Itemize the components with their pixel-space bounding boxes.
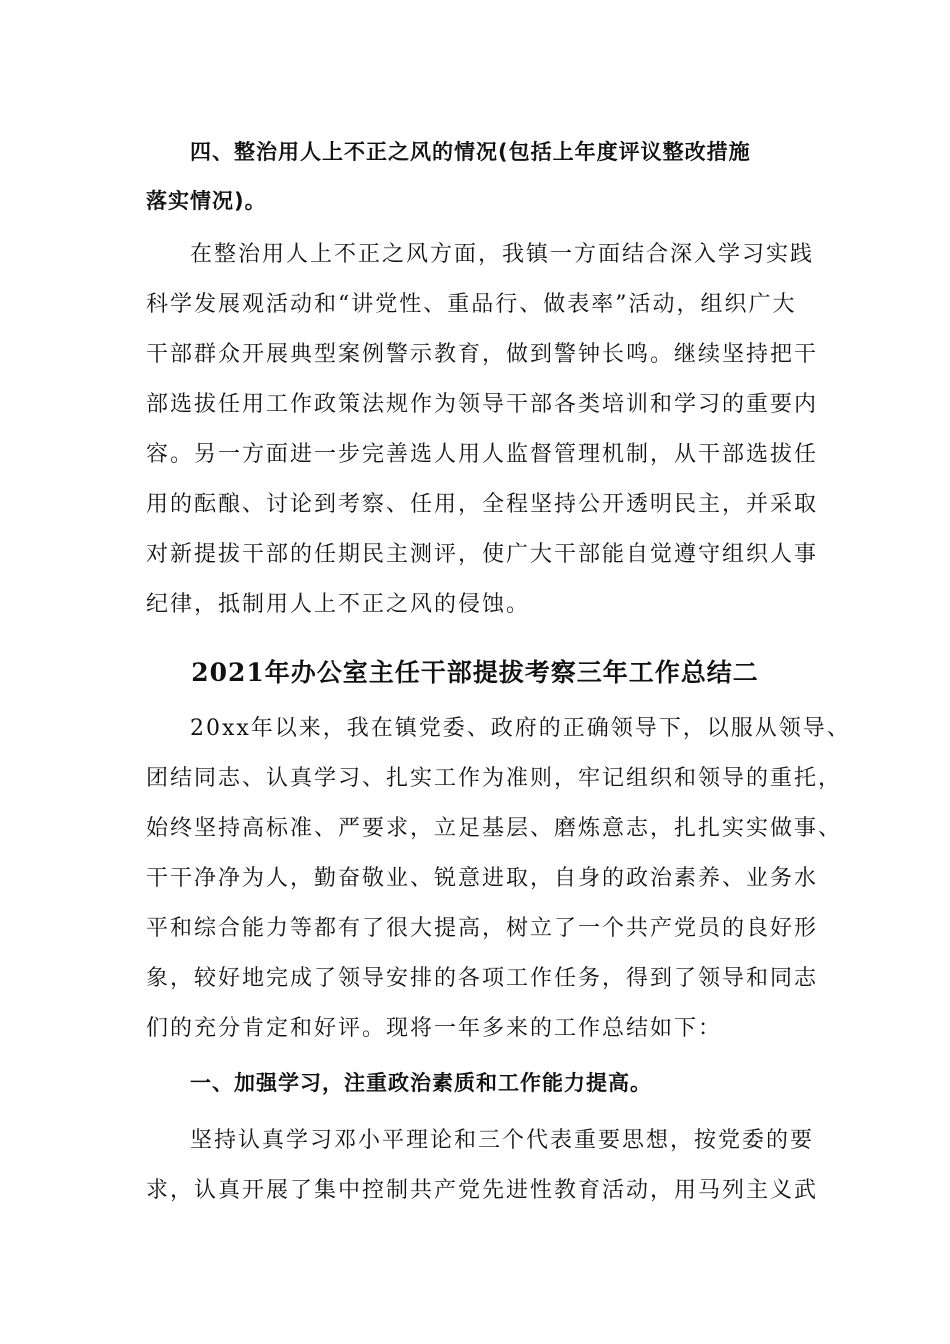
section4-body-line5: 容。另一方面进一步完善选人用人监督管理机制，从干部选拔任 [146, 442, 819, 467]
intro-line2: 团结同志、认真学习、扎实工作为准则，牢记组织和领导的重托， [146, 766, 843, 791]
section4-heading-line2: 落实情况)。 [146, 189, 267, 213]
intro-line6: 象，较好地完成了领导安排的各项工作任务，得到了领导和同志 [146, 966, 819, 991]
section4-body-line6: 用的酝酿、讨论到考察、任用，全程坚持公开透明民主，并采取 [146, 492, 819, 517]
section4-body-line2: 科学发展观活动和“讲党性、重品行、做表率”活动，组织广大 [146, 292, 797, 317]
section4-body-line1: 在整治用人上不正之风方面，我镇一方面结合深入学习实践 [190, 242, 815, 267]
section1-body-line2: 求，认真开展了集中控制共产党先进性教育活动，用马列主义武 [146, 1178, 819, 1203]
section4-body-line8: 纪律，抵制用人上不正之风的侵蚀。 [146, 592, 531, 617]
section4-body-line3: 干部群众开展典型案例警示教育，做到警钟长鸣。继续坚持把干 [146, 342, 819, 367]
intro-line1: 20xx年以来，我在镇党委、政府的正确领导下，以服从领导、 [190, 716, 851, 741]
article-title: 2021年办公室主任干部提拔考察三年工作总结二 [191, 658, 759, 687]
section4-body-line4: 部选拔任用工作政策法规作为领导干部各类培训和学习的重要内 [146, 392, 819, 417]
intro-line3: 始终坚持高标准、严要求，立足基层、磨炼意志，扎扎实实做事、 [146, 816, 843, 841]
intro-line4: 干干净净为人，勤奋敬业、锐意进取，自身的政治素养、业务水 [146, 866, 819, 891]
section4-heading-line1: 四、整治用人上不正之风的情况(包括上年度评议整改措施 [190, 140, 751, 164]
intro-line7: 们的充分肯定和好评。现将一年多来的工作总结如下： [146, 1016, 723, 1041]
section1-body-line1: 坚持认真学习邓小平理论和三个代表重要思想，按党委的要 [190, 1128, 815, 1153]
section1-heading: 一、加强学习，注重政治素质和工作能力提高。 [190, 1071, 652, 1095]
intro-line5: 平和综合能力等都有了很大提高，树立了一个共产党员的良好形 [146, 916, 819, 941]
section4-body-line7: 对新提拔干部的任期民主测评，使广大干部能自觉遵守组织人事 [146, 542, 819, 567]
